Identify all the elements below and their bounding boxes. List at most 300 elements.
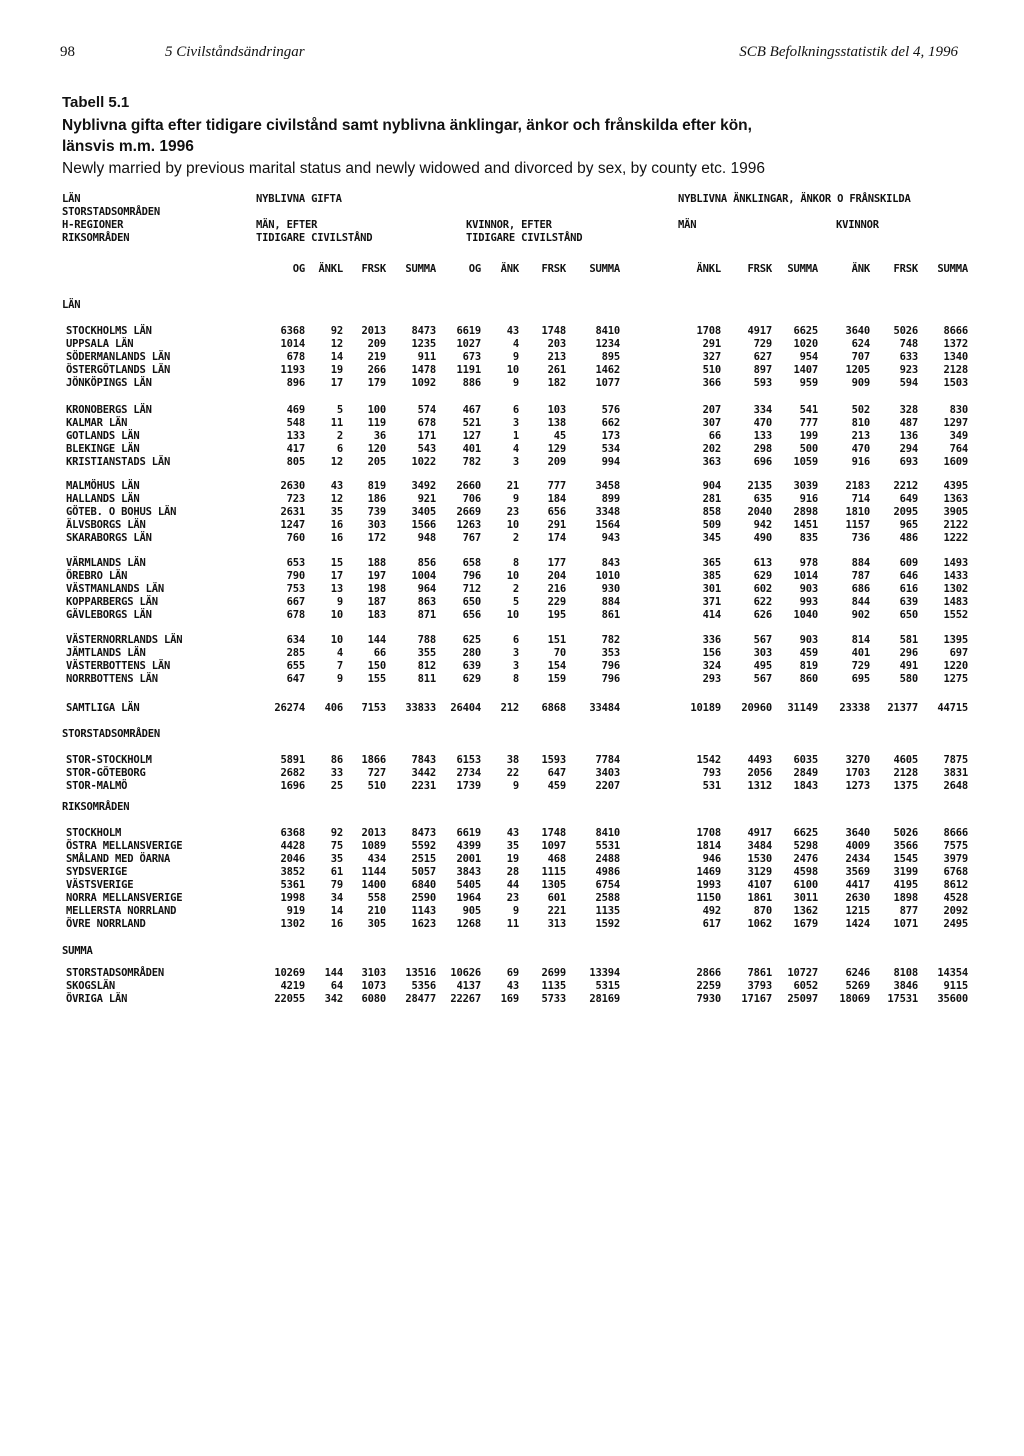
table-cell: 349 <box>949 430 968 443</box>
table-cell: 8 <box>512 557 519 569</box>
table-cell: 796 <box>601 660 620 673</box>
table-cell: 2013 <box>361 325 386 337</box>
table-cell: 487 <box>899 417 918 430</box>
table-cell: 44 <box>506 879 519 892</box>
header-women: KVINNOR <box>836 219 879 231</box>
table-cell: 609 <box>899 557 918 569</box>
table-cell: 1275 <box>943 673 968 686</box>
table-cell: 79 <box>330 879 343 892</box>
table-cell: 861 <box>601 609 620 622</box>
table-cell: 17 <box>330 377 343 390</box>
table-cell: 209 <box>547 456 566 469</box>
table-cell: 25097 <box>787 993 818 1006</box>
table-cell: 954 <box>799 351 818 364</box>
table-cell: 594 <box>899 377 918 390</box>
table-cell: 127 <box>462 430 481 443</box>
table-cell: 35 <box>330 506 343 519</box>
table-cell: 2046 <box>280 853 305 866</box>
table-cell: 1542 <box>696 754 721 766</box>
table-cell: 4917 <box>747 325 772 337</box>
table-cell: 948 <box>417 532 436 545</box>
table-cell: 1530 <box>747 853 772 866</box>
table-cell: 843 <box>601 557 620 569</box>
table-cell: 8410 <box>595 325 620 337</box>
table-cell: 281 <box>702 493 721 506</box>
table-cell: 133 <box>753 430 772 443</box>
row-label: STOCKHOLMS LÄN <box>66 325 152 337</box>
table-cell: 8108 <box>893 967 918 979</box>
table-cell: 3458 <box>595 480 620 492</box>
table-cell: 796 <box>601 673 620 686</box>
table-cell: 886 <box>462 377 481 390</box>
table-cell: 120 <box>367 443 386 456</box>
table-cell: 965 <box>899 519 918 532</box>
table-cell: 2495 <box>943 918 968 931</box>
table-cell: 736 <box>851 532 870 545</box>
row-label: NORRBOTTENS LÄN <box>66 673 158 686</box>
table-cell: 3640 <box>845 827 870 839</box>
table-cell: 1469 <box>696 866 721 879</box>
table-cell: 2682 <box>280 767 305 780</box>
table-cell: 35 <box>330 853 343 866</box>
table-cell: 159 <box>547 673 566 686</box>
table-cell: 13394 <box>589 967 620 979</box>
table-cell: 129 <box>547 443 566 456</box>
table-cell: 1020 <box>793 338 818 351</box>
table-cell: 459 <box>799 647 818 660</box>
row-label: KRONOBERGS LÄN <box>66 404 152 416</box>
table-cell: 1400 <box>361 879 386 892</box>
table-cell: 1220 <box>943 660 968 673</box>
table-cell: 1014 <box>280 338 305 351</box>
column-header: SUMMA <box>787 263 818 275</box>
table-cell: 6 <box>512 404 519 416</box>
table-cell: 1703 <box>845 767 870 780</box>
table-cell: 3979 <box>943 853 968 866</box>
table-cell: 10 <box>506 609 519 622</box>
table-cell: 66 <box>708 430 721 443</box>
table-cell: 4428 <box>280 840 305 853</box>
table-cell: 9 <box>512 780 519 793</box>
row-label: STOR-GÖTEBORG <box>66 767 146 780</box>
table-cell: 1312 <box>747 780 772 793</box>
table-cell: 942 <box>753 519 772 532</box>
table-cell: 155 <box>367 673 386 686</box>
table-cell: 793 <box>702 767 721 780</box>
table-cell: 10727 <box>787 967 818 979</box>
table-cell: 7 <box>336 660 343 673</box>
table-cell: 470 <box>851 443 870 456</box>
table-cell: 202 <box>702 443 721 456</box>
table-cell: 204 <box>547 570 566 583</box>
table-cell: 558 <box>367 892 386 905</box>
table-cell: 748 <box>899 338 918 351</box>
section-title: LÄN <box>62 299 81 311</box>
table-cell: 521 <box>462 417 481 430</box>
table-cell: 17531 <box>887 993 918 1006</box>
table-cell: 86 <box>330 754 343 766</box>
table-cell: 1144 <box>361 866 386 879</box>
table-cell: 13516 <box>405 967 436 979</box>
table-cell: 70 <box>553 647 566 660</box>
table-cell: 805 <box>286 456 305 469</box>
row-label: STOCKHOLM <box>66 827 122 839</box>
table-cell: 5891 <box>280 754 305 766</box>
header-newly-widowed-divorced: NYBLIVNA ÄNKLINGAR, ÄNKOR O FRÅNSKILDA <box>678 193 911 205</box>
table-cell: 2849 <box>793 767 818 780</box>
column-header: OG <box>292 263 305 275</box>
table-cell: 1592 <box>595 918 620 931</box>
table-cell: 1993 <box>696 879 721 892</box>
table-cell: 2660 <box>456 480 481 492</box>
table-cell: 203 <box>547 338 566 351</box>
table-cell: 303 <box>753 647 772 660</box>
table-cell: 902 <box>851 609 870 622</box>
table-cell: 1814 <box>696 840 721 853</box>
table-cell: 6100 <box>793 879 818 892</box>
table-cell: 21377 <box>887 702 918 714</box>
table-cell: 10 <box>330 634 343 646</box>
table-cell: 5356 <box>411 980 436 993</box>
table-cell: 541 <box>799 404 818 416</box>
table-cell: 4009 <box>845 840 870 853</box>
table-cell: 764 <box>949 443 968 456</box>
table-cell: 6 <box>512 634 519 646</box>
table-cell: 293 <box>702 673 721 686</box>
table-cell: 655 <box>286 660 305 673</box>
table-cell: 919 <box>286 905 305 918</box>
table-cell: 696 <box>753 456 772 469</box>
table-cell: 25 <box>330 780 343 793</box>
table-cell: 994 <box>601 456 620 469</box>
table-cell: 6868 <box>541 702 566 714</box>
table-cell: 7784 <box>595 754 620 766</box>
table-cell: 1566 <box>411 519 436 532</box>
table-cell: 905 <box>462 905 481 918</box>
table-cell: 4986 <box>595 866 620 879</box>
row-label: SKARABORGS LÄN <box>66 532 152 545</box>
table-cell: 36 <box>373 430 386 443</box>
table-cell: 305 <box>367 918 386 931</box>
table-cell: 646 <box>899 570 918 583</box>
table-cell: 4 <box>512 443 519 456</box>
table-cell: 38 <box>506 754 519 766</box>
table-cell: 727 <box>367 767 386 780</box>
table-cell: 75 <box>330 840 343 853</box>
table-cell: 788 <box>417 634 436 646</box>
table-cell: 3039 <box>793 480 818 492</box>
table-cell: 1462 <box>595 364 620 377</box>
table-cell: 617 <box>702 918 721 931</box>
row-label: ÄLVSBORGS LÄN <box>66 519 146 532</box>
section-title: RIKSOMRÅDEN <box>62 801 130 813</box>
table-cell: 291 <box>547 519 566 532</box>
table-cell: 8612 <box>943 879 968 892</box>
table-cell: 434 <box>367 853 386 866</box>
table-cell: 1247 <box>280 519 305 532</box>
table-cell: 177 <box>547 557 566 569</box>
table-cell: 4219 <box>280 980 305 993</box>
table-cell: 2128 <box>943 364 968 377</box>
table-cell: 469 <box>286 404 305 416</box>
table-cell: 1395 <box>943 634 968 646</box>
table-cell: 43 <box>330 480 343 492</box>
table-cell: 219 <box>367 351 386 364</box>
table-cell: 266 <box>367 364 386 377</box>
table-cell: 23 <box>506 506 519 519</box>
table-cell: 1059 <box>793 456 818 469</box>
table-cell: 1861 <box>747 892 772 905</box>
table-cell: 909 <box>851 377 870 390</box>
table-cell: 5315 <box>595 980 620 993</box>
table-cell: 3403 <box>595 767 620 780</box>
table-cell: 903 <box>799 583 818 596</box>
table-cell: 171 <box>417 430 436 443</box>
table-cell: 16 <box>330 918 343 931</box>
table-cell: 3484 <box>747 840 772 853</box>
table-cell: 656 <box>462 609 481 622</box>
table-cell: 1263 <box>456 519 481 532</box>
table-cell: 777 <box>799 417 818 430</box>
table-cell: 138 <box>547 417 566 430</box>
table-cell: 812 <box>417 660 436 673</box>
table-cell: 21 <box>506 480 519 492</box>
table-cell: 3405 <box>411 506 436 519</box>
table-cell: 213 <box>851 430 870 443</box>
table-cell: 64 <box>330 980 343 993</box>
table-cell: 8410 <box>595 827 620 839</box>
table-cell: 1696 <box>280 780 305 793</box>
table-cell: 580 <box>899 673 918 686</box>
table-cell: 1503 <box>943 377 968 390</box>
table-cell: 1964 <box>456 892 481 905</box>
table-cell: 534 <box>601 443 620 456</box>
table-cell: 3129 <box>747 866 772 879</box>
table-cell: 5 <box>336 404 343 416</box>
table-cell: 2515 <box>411 853 436 866</box>
table-cell: 2135 <box>747 480 772 492</box>
table-cell: 723 <box>286 493 305 506</box>
table-cell: 136 <box>899 430 918 443</box>
table-cell: 622 <box>753 596 772 609</box>
header-women-after-2: TIDIGARE CIVILSTÅND <box>466 232 583 244</box>
table-cell: 9 <box>512 905 519 918</box>
table-cell: 1372 <box>943 338 968 351</box>
table-cell: 1493 <box>943 557 968 569</box>
table-cell: 904 <box>702 480 721 492</box>
table-cell: 8473 <box>411 325 436 337</box>
table-cell: 2488 <box>595 853 620 866</box>
column-header: FRSK <box>541 263 566 275</box>
table-cell: 363 <box>702 456 721 469</box>
table-cell: 1014 <box>793 570 818 583</box>
table-cell: 897 <box>753 364 772 377</box>
table-cell: 819 <box>799 660 818 673</box>
table-cell: 787 <box>851 570 870 583</box>
table-cell: 1810 <box>845 506 870 519</box>
table-cell: 790 <box>286 570 305 583</box>
table-cell: 7843 <box>411 754 436 766</box>
table-cell: 199 <box>799 430 818 443</box>
table-cell: 6080 <box>361 993 386 1006</box>
table-cell: 470 <box>753 417 772 430</box>
table-cell: 1898 <box>893 892 918 905</box>
table-cell: 10 <box>506 570 519 583</box>
table-cell: 1027 <box>456 338 481 351</box>
table-cell: 1073 <box>361 980 386 993</box>
table-cell: 626 <box>753 609 772 622</box>
table-cell: 1040 <box>793 609 818 622</box>
table-cell: 653 <box>286 557 305 569</box>
table-cell: 229 <box>547 596 566 609</box>
table-cell: 814 <box>851 634 870 646</box>
table-cell: 43 <box>506 980 519 993</box>
table-cell: 298 <box>753 443 772 456</box>
table-cell: 1998 <box>280 892 305 905</box>
table-cell: 4417 <box>845 879 870 892</box>
table-cell: 697 <box>949 647 968 660</box>
row-label: SYDSVERIGE <box>66 866 128 879</box>
table-cell: 334 <box>753 404 772 416</box>
table-cell: 796 <box>462 570 481 583</box>
section-title: STORSTADSOMRÅDEN <box>62 728 160 740</box>
table-cell: 10626 <box>450 967 481 979</box>
table-cell: 20960 <box>741 702 772 714</box>
table-cell: 2 <box>512 583 519 596</box>
table-cell: 629 <box>462 673 481 686</box>
table-cell: 7875 <box>943 754 968 766</box>
table-cell: 9 <box>512 377 519 390</box>
row-label: GÖTEB. O BOHUS LÄN <box>66 506 177 519</box>
table-cell: 658 <box>462 557 481 569</box>
table-cell: 19 <box>506 853 519 866</box>
table-cell: 2669 <box>456 506 481 519</box>
table-cell: 7861 <box>747 967 772 979</box>
table-cell: 210 <box>367 905 386 918</box>
table-cell: 830 <box>949 404 968 416</box>
table-cell: 2040 <box>747 506 772 519</box>
column-header: SUMMA <box>937 263 968 275</box>
column-header: OG <box>468 263 481 275</box>
table-cell: 602 <box>753 583 772 596</box>
row-label: KALMAR LÄN <box>66 417 128 430</box>
table-cell: 154 <box>547 660 566 673</box>
table-cell: 144 <box>324 967 343 979</box>
table-cell: 678 <box>417 417 436 430</box>
table-cell: 43 <box>506 827 519 839</box>
table-cell: 327 <box>702 351 721 364</box>
table-cell: 1010 <box>595 570 620 583</box>
table-cell: 921 <box>417 493 436 506</box>
table-cell: 2128 <box>893 767 918 780</box>
row-label: VÄSTERNORRLANDS LÄN <box>66 634 183 646</box>
header-men: MÄN <box>678 219 697 231</box>
table-cell: 69 <box>506 967 519 979</box>
table-cell: 6368 <box>280 325 305 337</box>
table-cell: 782 <box>462 456 481 469</box>
table-cell: 576 <box>601 404 620 416</box>
table-cell: 567 <box>753 673 772 686</box>
table-cell: 179 <box>367 377 386 390</box>
table-title-swedish-line1: Nyblivna gifta efter tidigare civilstånd samt nyblivna änklingar, änkor och frånskilda efter kön, <box>62 117 752 134</box>
table-cell: 144 <box>367 634 386 646</box>
column-header: SUMMA <box>589 263 620 275</box>
table-cell: 3199 <box>893 866 918 879</box>
table-cell: 92 <box>330 827 343 839</box>
table-cell: 543 <box>417 443 436 456</box>
row-label: GOTLANDS LÄN <box>66 430 140 443</box>
table-cell: 707 <box>851 351 870 364</box>
column-header: ÄNK <box>500 263 519 275</box>
table-cell: 9115 <box>943 980 968 993</box>
table-cell: 467 <box>462 404 481 416</box>
table-cell: 169 <box>500 993 519 1006</box>
table-cell: 509 <box>702 519 721 532</box>
table-cell: 172 <box>367 532 386 545</box>
table-cell: 66 <box>373 647 386 660</box>
table-cell: 943 <box>601 532 620 545</box>
table-cell: 34 <box>330 892 343 905</box>
table-cell: 959 <box>799 377 818 390</box>
table-cell: 17 <box>330 570 343 583</box>
table-cell: 753 <box>286 583 305 596</box>
row-label: KOPPARBERGS LÄN <box>66 596 158 609</box>
row-label: KRISTIANSTADS LÄN <box>66 456 171 469</box>
row-label: ÖREBRO LÄN <box>66 570 128 583</box>
table-cell: 1451 <box>793 519 818 532</box>
table-cell: 4493 <box>747 754 772 766</box>
table-cell: 280 <box>462 647 481 660</box>
row-label: JÄMTLANDS LÄN <box>66 647 146 660</box>
table-cell: 5361 <box>280 879 305 892</box>
table-cell: 216 <box>547 583 566 596</box>
table-cell: 656 <box>547 506 566 519</box>
table-cell: 28169 <box>589 993 620 1006</box>
table-cell: 3640 <box>845 325 870 337</box>
table-cell: 22 <box>506 767 519 780</box>
table-cell: 601 <box>547 892 566 905</box>
table-cell: 33484 <box>589 702 620 714</box>
table-cell: 1748 <box>541 827 566 839</box>
table-cell: 673 <box>462 351 481 364</box>
row-label: JÖNKÖPINGS LÄN <box>66 377 152 390</box>
table-cell: 1843 <box>793 780 818 793</box>
table-cell: 301 <box>702 583 721 596</box>
table-cell: 22055 <box>274 993 305 1006</box>
table-cell: 184 <box>547 493 566 506</box>
row-label: ÖSTERGÖTLANDS LÄN <box>66 364 171 377</box>
table-cell: 261 <box>547 364 566 377</box>
table-cell: 10 <box>506 519 519 532</box>
table-cell: 810 <box>851 417 870 430</box>
row-label: GÄVLEBORGS LÄN <box>66 609 152 622</box>
table-cell: 9 <box>512 493 519 506</box>
table-cell: 1143 <box>411 905 436 918</box>
table-cell: 1268 <box>456 918 481 931</box>
column-header: FRSK <box>361 263 386 275</box>
table-cell: 1092 <box>411 377 436 390</box>
table-cell: 647 <box>286 673 305 686</box>
table-cell: 12 <box>330 493 343 506</box>
table-cell: 616 <box>899 583 918 596</box>
table-cell: 14354 <box>937 967 968 979</box>
table-cell: 2630 <box>280 480 305 492</box>
table-cell: 43 <box>506 325 519 337</box>
table-cell: 3011 <box>793 892 818 905</box>
table-cell: 811 <box>417 673 436 686</box>
column-header: ÄNKL <box>696 263 721 275</box>
table-cell: 6625 <box>793 827 818 839</box>
